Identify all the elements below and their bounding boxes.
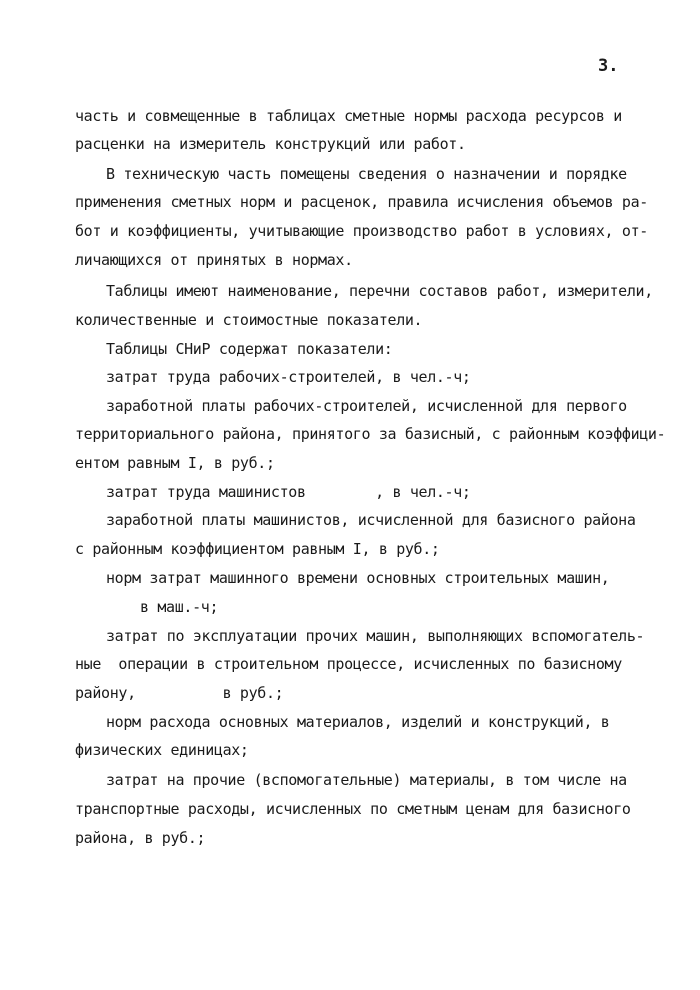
text-line: заработной платы рабочих-строителей, исчисленной для первого — [106, 397, 627, 415]
text-line: норм затрат машинного времени основных строительных машин, — [106, 569, 610, 587]
text-line: транспортные расходы, исчисленных по сметным ценам для базисного — [75, 800, 631, 818]
text-line: в маш.-ч; — [140, 598, 219, 616]
text-line: затрат на прочие (вспомогательные) материалы, в том числе на — [106, 771, 627, 789]
text-line: личающихся от принятых в нормах. — [75, 251, 353, 269]
page-number: 3. — [598, 56, 619, 76]
text-line: применения сметных норм и расценок, правила исчисления объемов ра- — [75, 193, 648, 211]
text-line: В техническую часть помещены сведения о назначении и порядке — [106, 165, 627, 183]
text-line: района, в руб.; — [75, 829, 206, 847]
text-line: расценки на измеритель конструкций или работ. — [75, 135, 466, 153]
text-line: ентом равным I, в руб.; — [75, 454, 275, 472]
text-line: заработной платы машинистов, исчисленной для базисного района — [106, 511, 636, 529]
text-line: затрат по эксплуатации прочих машин, выполняющих вспомогатель- — [106, 627, 645, 645]
text-line: количественные и стоимостные показатели. — [75, 311, 423, 329]
text-line: физических единицах; — [75, 741, 249, 759]
text-line: Таблицы имеют наименование, перечни составов работ, измерители, — [106, 282, 653, 300]
text-line: норм расхода основных материалов, изделий и конструкций, в — [106, 713, 610, 731]
text-line: часть и совмещенные в таблицах сметные нормы расхода ресурсов и — [75, 107, 622, 125]
text-line: району, в руб.; — [75, 684, 284, 702]
text-line: территориального района, принятого за базисный, с районным коэффици- — [75, 425, 666, 443]
text-line: затрат труда рабочих-строителей, в чел.-ч; — [106, 368, 471, 386]
text-line: Таблицы СНиР содержат показатели: — [106, 340, 393, 358]
text-line: ные операции в строительном процессе, исчисленных по базисному — [75, 655, 622, 673]
text-line: бот и коэффициенты, учитывающие производство работ в условиях, от- — [75, 222, 648, 240]
text-line: затрат труда машинистов , в чел.-ч; — [106, 483, 471, 501]
text-line: с районным коэффициентом равным I, в руб.; — [75, 540, 440, 558]
